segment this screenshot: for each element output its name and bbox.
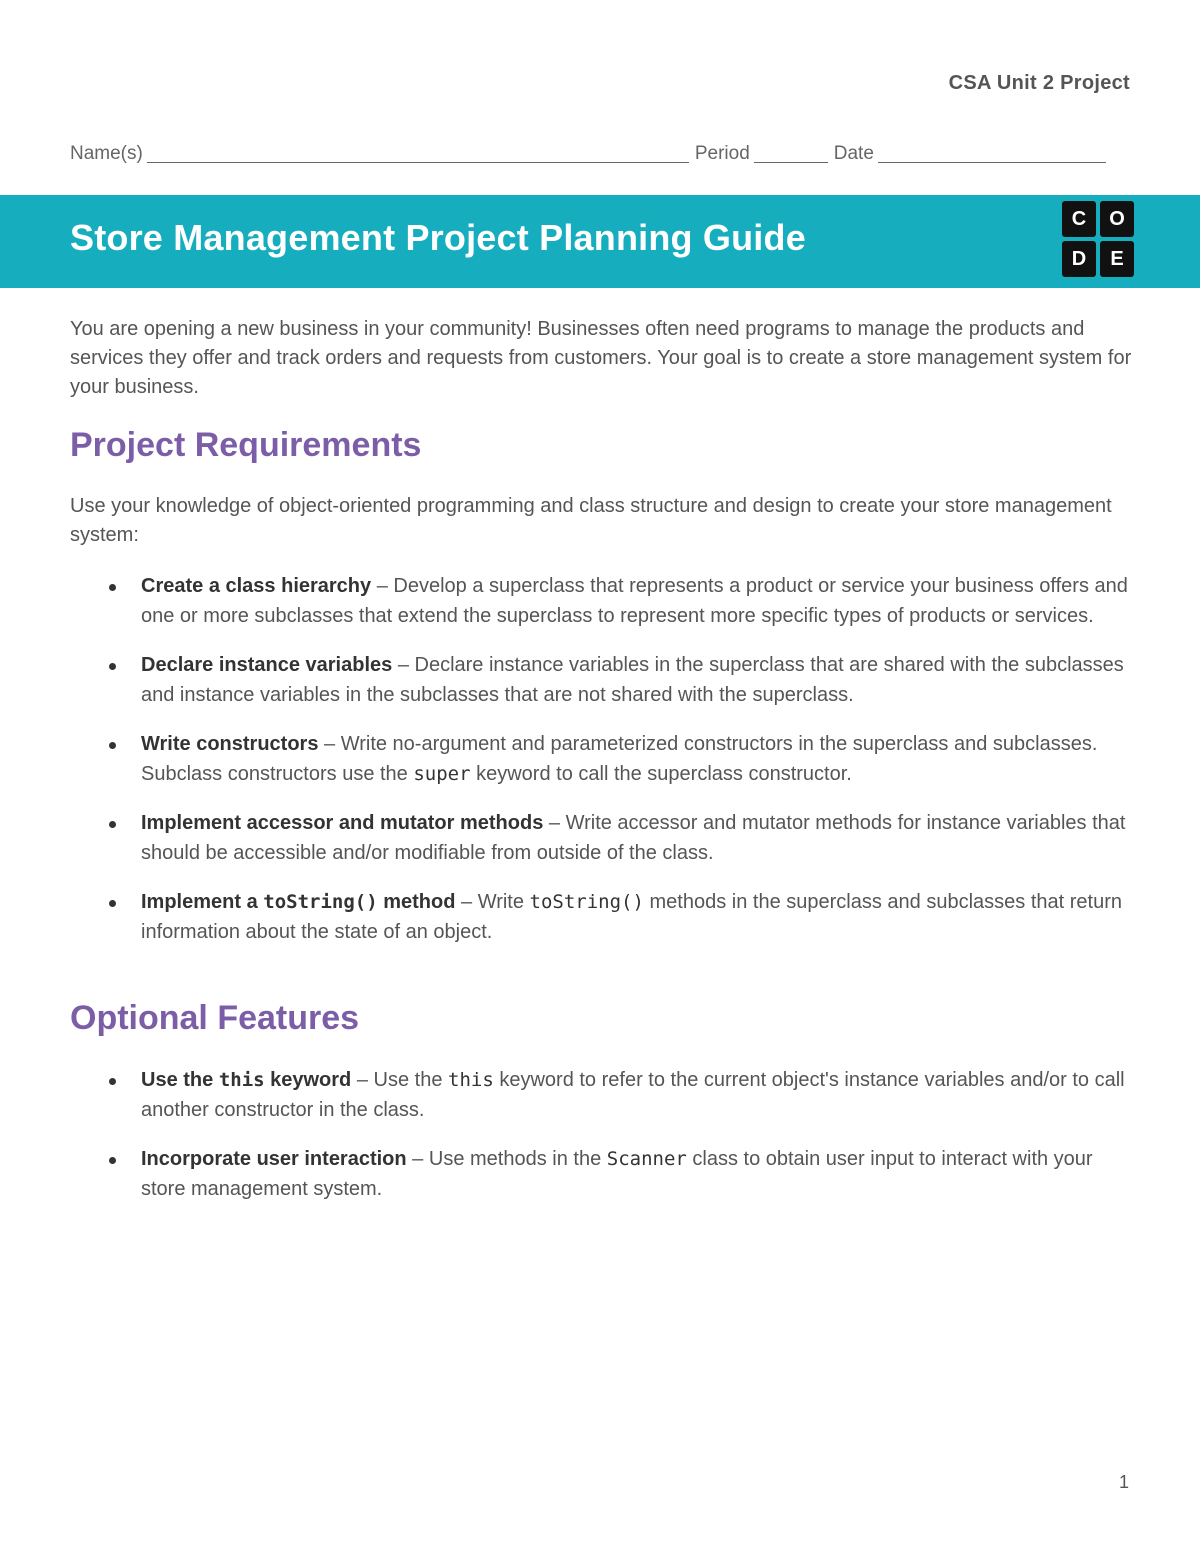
requirements-heading: Project Requirements — [70, 426, 422, 464]
date-field[interactable] — [878, 142, 1106, 163]
title-banner — [0, 195, 1200, 288]
student-info-line — [70, 142, 1130, 165]
logo-letter: D — [1062, 241, 1096, 277]
item-title-text: method — [377, 891, 456, 913]
item-text: Develop a superclass that represents a product or service your business offers and one or more subclasses that extend the superclass to represent more specific types of products or services. — [141, 575, 1128, 627]
page-number: 1 — [1118, 1472, 1129, 1492]
item-text: Use the — [373, 1069, 449, 1091]
item-text: methods in the superclass and subclasses that return information about the state of an object. — [141, 891, 1122, 943]
item-text: Write accessor and mutator methods for instance variables that should be accessible and/or modifiable from outside of the class. — [141, 812, 1126, 864]
dash: – — [392, 654, 415, 676]
item-title: Create a class hierarchy — [141, 575, 372, 597]
list-item — [0, 1144, 1136, 1204]
item-text: keyword to refer to the current object's instance variables and/or to call another constructor in the class. — [141, 1069, 1125, 1121]
item-text: Write no-argument and parameterized constructors in the superclass and subclasses. Subclass constructors use the — [141, 733, 1098, 785]
list-item — [0, 729, 1136, 789]
item-title: Incorporate user interaction — [141, 1148, 407, 1170]
bullet-icon — [109, 821, 116, 828]
dash: – — [543, 812, 566, 834]
bullet-icon — [109, 742, 116, 749]
requirements-list — [0, 571, 1136, 947]
item-text: Declare instance variables in the superclass that are shared with the subclasses and instance variables in the subclasses that are not shared with the superclass. — [141, 654, 1124, 706]
item-title-text: keyword — [264, 1069, 352, 1091]
logo-letter: C — [1062, 201, 1096, 237]
item-text: keyword to call the superclass constructor. — [470, 763, 852, 785]
date-label: Date — [833, 143, 874, 164]
intro-paragraph: You are opening a new business in your community! Businesses often need programs to manage the products and services they offer and track orders and requests from customers. Your goal is to create a store management system for your business. — [70, 318, 1132, 398]
dash: – — [351, 1069, 374, 1091]
period-label: Period — [694, 143, 750, 164]
name-label: Name(s) — [70, 143, 143, 164]
list-item — [0, 887, 1136, 947]
item-title — [141, 1069, 351, 1091]
item-title-text: Implement a — [141, 891, 264, 913]
code-keyword: toString() — [529, 891, 644, 913]
code-keyword: toString() — [263, 891, 378, 913]
bullet-icon — [109, 1078, 116, 1085]
requirements-intro: Use your knowledge of object-oriented programming and class structure and design to create your store management system: — [70, 495, 1112, 546]
item-title: Implement accessor and mutator methods — [141, 812, 544, 834]
list-item — [0, 808, 1136, 868]
logo-letter: E — [1100, 241, 1134, 277]
dash: – — [455, 891, 478, 913]
item-text: Write — [477, 891, 530, 913]
item-text: Use methods in the — [428, 1148, 607, 1170]
code-keyword: Scanner — [606, 1148, 687, 1170]
item-title — [141, 891, 455, 913]
item-title-text: Use the — [141, 1069, 219, 1091]
bullet-icon — [109, 663, 116, 670]
bullet-icon — [109, 584, 116, 591]
code-keyword: this — [218, 1069, 265, 1091]
item-text: class to obtain user input to interact with your store management system. — [141, 1148, 1093, 1200]
optional-heading: Optional Features — [70, 999, 360, 1037]
page-title: Store Management Project Planning Guide — [70, 217, 806, 258]
name-field[interactable] — [147, 142, 689, 163]
logo-letter: O — [1100, 201, 1134, 237]
bullet-icon — [109, 1157, 116, 1164]
list-item — [0, 571, 1136, 631]
dash: – — [371, 575, 394, 597]
code-keyword: this — [448, 1069, 494, 1091]
period-field[interactable] — [754, 142, 828, 163]
bullet-icon — [109, 900, 116, 907]
dash: – — [406, 1148, 429, 1170]
item-title: Write constructors — [141, 733, 319, 755]
unit-label: CSA Unit 2 Project — [948, 72, 1130, 94]
code-keyword: super — [413, 763, 471, 785]
optional-list — [0, 1065, 1136, 1204]
item-title: Declare instance variables — [141, 654, 393, 676]
dash: – — [318, 733, 341, 755]
list-item — [0, 1065, 1136, 1125]
code-logo — [1062, 201, 1134, 279]
list-item — [0, 650, 1136, 710]
